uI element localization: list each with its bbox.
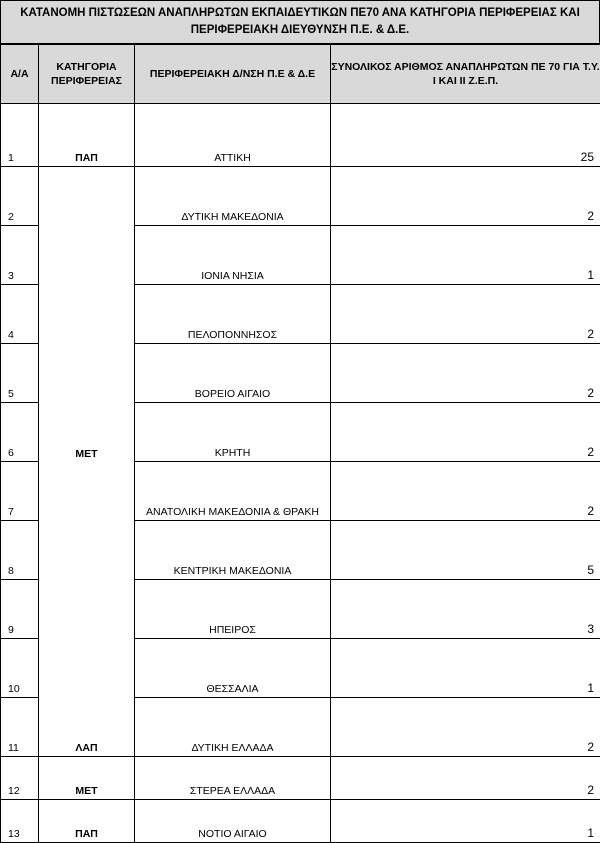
table-row [1, 698, 600, 757]
cell-aa: 3 [1, 226, 39, 285]
cell-region: ΙΟΝΙΑ ΝΗΣΙΑ [135, 226, 331, 285]
cell-total: 1 [331, 226, 600, 285]
cell-region: ΑΤΤΙΚΗ [135, 104, 331, 167]
cell-aa: 8 [1, 521, 39, 580]
cell-category [39, 226, 135, 285]
cell-region: ΔΥΤΙΚΗ ΜΑΚΕΔΟΝΙΑ [135, 167, 331, 226]
cell-aa: 7 [1, 462, 39, 521]
cell-region: ΔΥΤΙΚΗ ΕΛΛΑΔΑ [135, 698, 331, 757]
cell-aa: 6 [1, 403, 39, 462]
cell-region: ΚΡΗΤΗ [135, 403, 331, 462]
cell-total: 2 [331, 285, 600, 344]
table-row [1, 639, 600, 698]
cell-category [39, 639, 135, 698]
table-row [1, 757, 600, 800]
cell-total: 2 [331, 462, 600, 521]
table-row [1, 285, 600, 344]
table-row [1, 344, 600, 403]
cell-region: ΗΠΕΙΡΟΣ [135, 580, 331, 639]
cell-category: ΜΕΤ [39, 757, 135, 800]
cell-aa: 4 [1, 285, 39, 344]
table-row [1, 521, 600, 580]
cell-total: 2 [331, 698, 600, 757]
title-banner [0, 0, 600, 44]
cell-category: ΛΑΠ [39, 698, 135, 757]
table-row [1, 104, 600, 167]
cell-aa: 9 [1, 580, 39, 639]
cell-region: ΒΟΡΕΙΟ ΑΙΓΑΙΟ [135, 344, 331, 403]
cell-region: ΣΤΕΡΕΑ ΕΛΛΑΔΑ [135, 757, 331, 800]
cell-region: ΠΕΛΟΠΟΝΝΗΣΟΣ [135, 285, 331, 344]
table-row [1, 580, 600, 639]
document-title: ΚΑΤΑΝΟΜΗ ΠΙΣΤΩΣΕΩΝ ΑΝΑΠΛΗΡΩΤΩΝ ΕΚΠΑΙΔΕΥΤΙΚΩΝ ΠΕ70 ΑΝΑ ΚΑΤΗΓΟΡΙΑ ΠΕΡΙΦΕΡΕΙΑΣ ΚΑΙ ΠΕΡΙΦΕΡΕΙΑΚΗ ΔΙΕΥΘΥΝΣΗ Π.Ε. & Δ.Ε. [1, 5, 599, 39]
cell-aa: 5 [1, 344, 39, 403]
cell-region: ΚΕΝΤΡΙΚΗ ΜΑΚΕΔΟΝΙΑ [135, 521, 331, 580]
cell-aa: 2 [1, 167, 39, 226]
cell-aa: 1 [1, 104, 39, 167]
header-row [1, 45, 600, 104]
cell-aa: 11 [1, 698, 39, 757]
cell-category [39, 521, 135, 580]
cell-total: 5 [331, 521, 600, 580]
table-row [1, 403, 600, 462]
header-aa: Α/Α [1, 45, 39, 104]
cell-region: ΑΝΑΤΟΛΙΚΗ ΜΑΚΕΔΟΝΙΑ & ΘΡΑΚΗ [135, 462, 331, 521]
cell-category [39, 167, 135, 226]
cell-aa: 12 [1, 757, 39, 800]
cell-total: 25 [331, 104, 600, 167]
cell-total: 1 [331, 800, 600, 843]
cell-region: ΘΕΣΣΑΛΙΑ [135, 639, 331, 698]
cell-region: ΝΟΤΙΟ ΑΙΓΑΙΟ [135, 800, 331, 843]
cell-total: 2 [331, 403, 600, 462]
cell-category: ΠΑΠ [39, 800, 135, 843]
cell-category [39, 580, 135, 639]
cell-category [39, 285, 135, 344]
cell-category [39, 462, 135, 521]
table-row [1, 462, 600, 521]
table-row [1, 226, 600, 285]
cell-total: 2 [331, 344, 600, 403]
cell-total: 2 [331, 167, 600, 226]
header-region: ΠΕΡΙΦΕΡΕΙΑΚΗ Δ/ΝΣΗ Π.Ε & Δ.Ε [135, 45, 331, 104]
cell-total: 3 [331, 580, 600, 639]
table-row [1, 800, 600, 843]
cell-category: ΠΑΠ [39, 104, 135, 167]
cell-total: 2 [331, 757, 600, 800]
allocation-table [0, 44, 600, 843]
table-row [1, 167, 600, 226]
cell-category: ΜΕΤ [39, 403, 135, 462]
cell-aa: 13 [1, 800, 39, 843]
header-total: ΣΥΝΟΛΙΚΟΣ ΑΡΙΘΜΟΣ ΑΝΑΠΛΗΡΩΤΩΝ ΠΕ 70 ΓΙΑ Τ.Υ. Ι ΚΑΙ ΙΙ Ζ.Ε.Π. [331, 45, 600, 104]
cell-total: 1 [331, 639, 600, 698]
cell-aa: 10 [1, 639, 39, 698]
cell-category [39, 344, 135, 403]
header-category: ΚΑΤΗΓΟΡΙΑ ΠΕΡΙΦΕΡΕΙΑΣ [39, 45, 135, 104]
